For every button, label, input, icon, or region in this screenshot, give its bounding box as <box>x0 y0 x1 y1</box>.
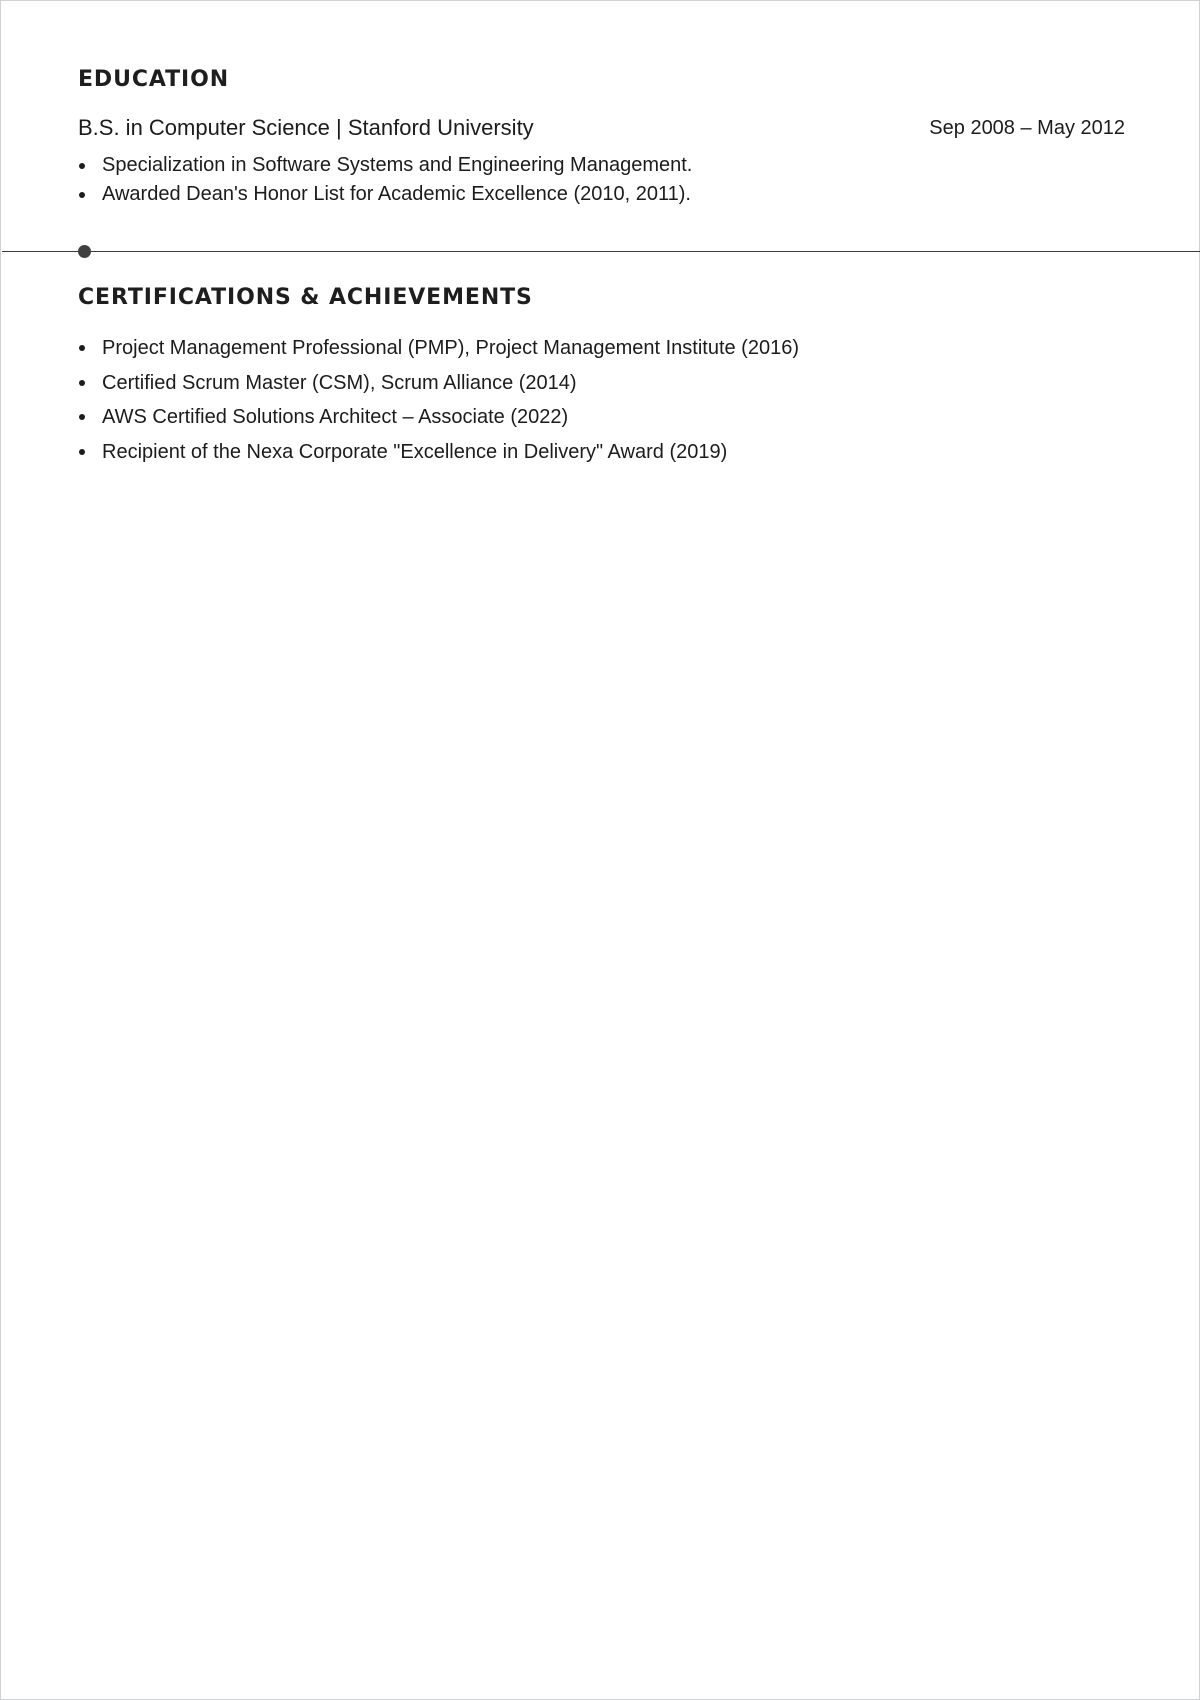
education-bullet-list <box>78 151 692 209</box>
bullet-dot-icon <box>79 192 85 198</box>
list-item <box>78 435 799 470</box>
section-divider <box>2 251 1200 252</box>
list-item <box>78 180 692 209</box>
bullet-dot-icon <box>79 414 85 420</box>
bullet-text: Awarded Dean's Honor List for Academic Excellence (2010, 2011). <box>102 183 691 205</box>
bullet-dot-icon <box>79 449 85 455</box>
bullet-text: AWS Certified Solutions Architect – Associate (2022) <box>102 406 569 429</box>
list-item <box>78 400 799 435</box>
list-item <box>78 331 799 366</box>
list-item <box>78 151 692 180</box>
degree-dates: Sep 2008 – May 2012 <box>929 117 1125 139</box>
bullet-text: Recipient of the Nexa Corporate "Excellence in Delivery" Award (2019) <box>102 440 728 463</box>
divider-dot-icon <box>78 245 91 258</box>
list-item <box>78 366 799 401</box>
bullet-dot-icon <box>79 163 85 169</box>
bullet-text: Specialization in Software Systems and Engineering Management. <box>102 154 693 176</box>
bullet-text: Certified Scrum Master (CSM), Scrum Alliance (2014) <box>102 371 577 394</box>
bullet-text: Project Management Professional (PMP), Project Management Institute (2016) <box>102 337 799 359</box>
certifications-bullet-list <box>78 331 799 469</box>
bullet-dot-icon <box>79 380 85 386</box>
education-heading: EDUCATION <box>78 67 230 92</box>
degree-row <box>78 115 1125 145</box>
certifications-heading: CERTIFICATIONS & ACHIEVEMENTS <box>78 285 533 310</box>
bullet-dot-icon <box>79 345 85 351</box>
degree-title: B.S. in Computer Science | Stanford University <box>78 115 534 140</box>
